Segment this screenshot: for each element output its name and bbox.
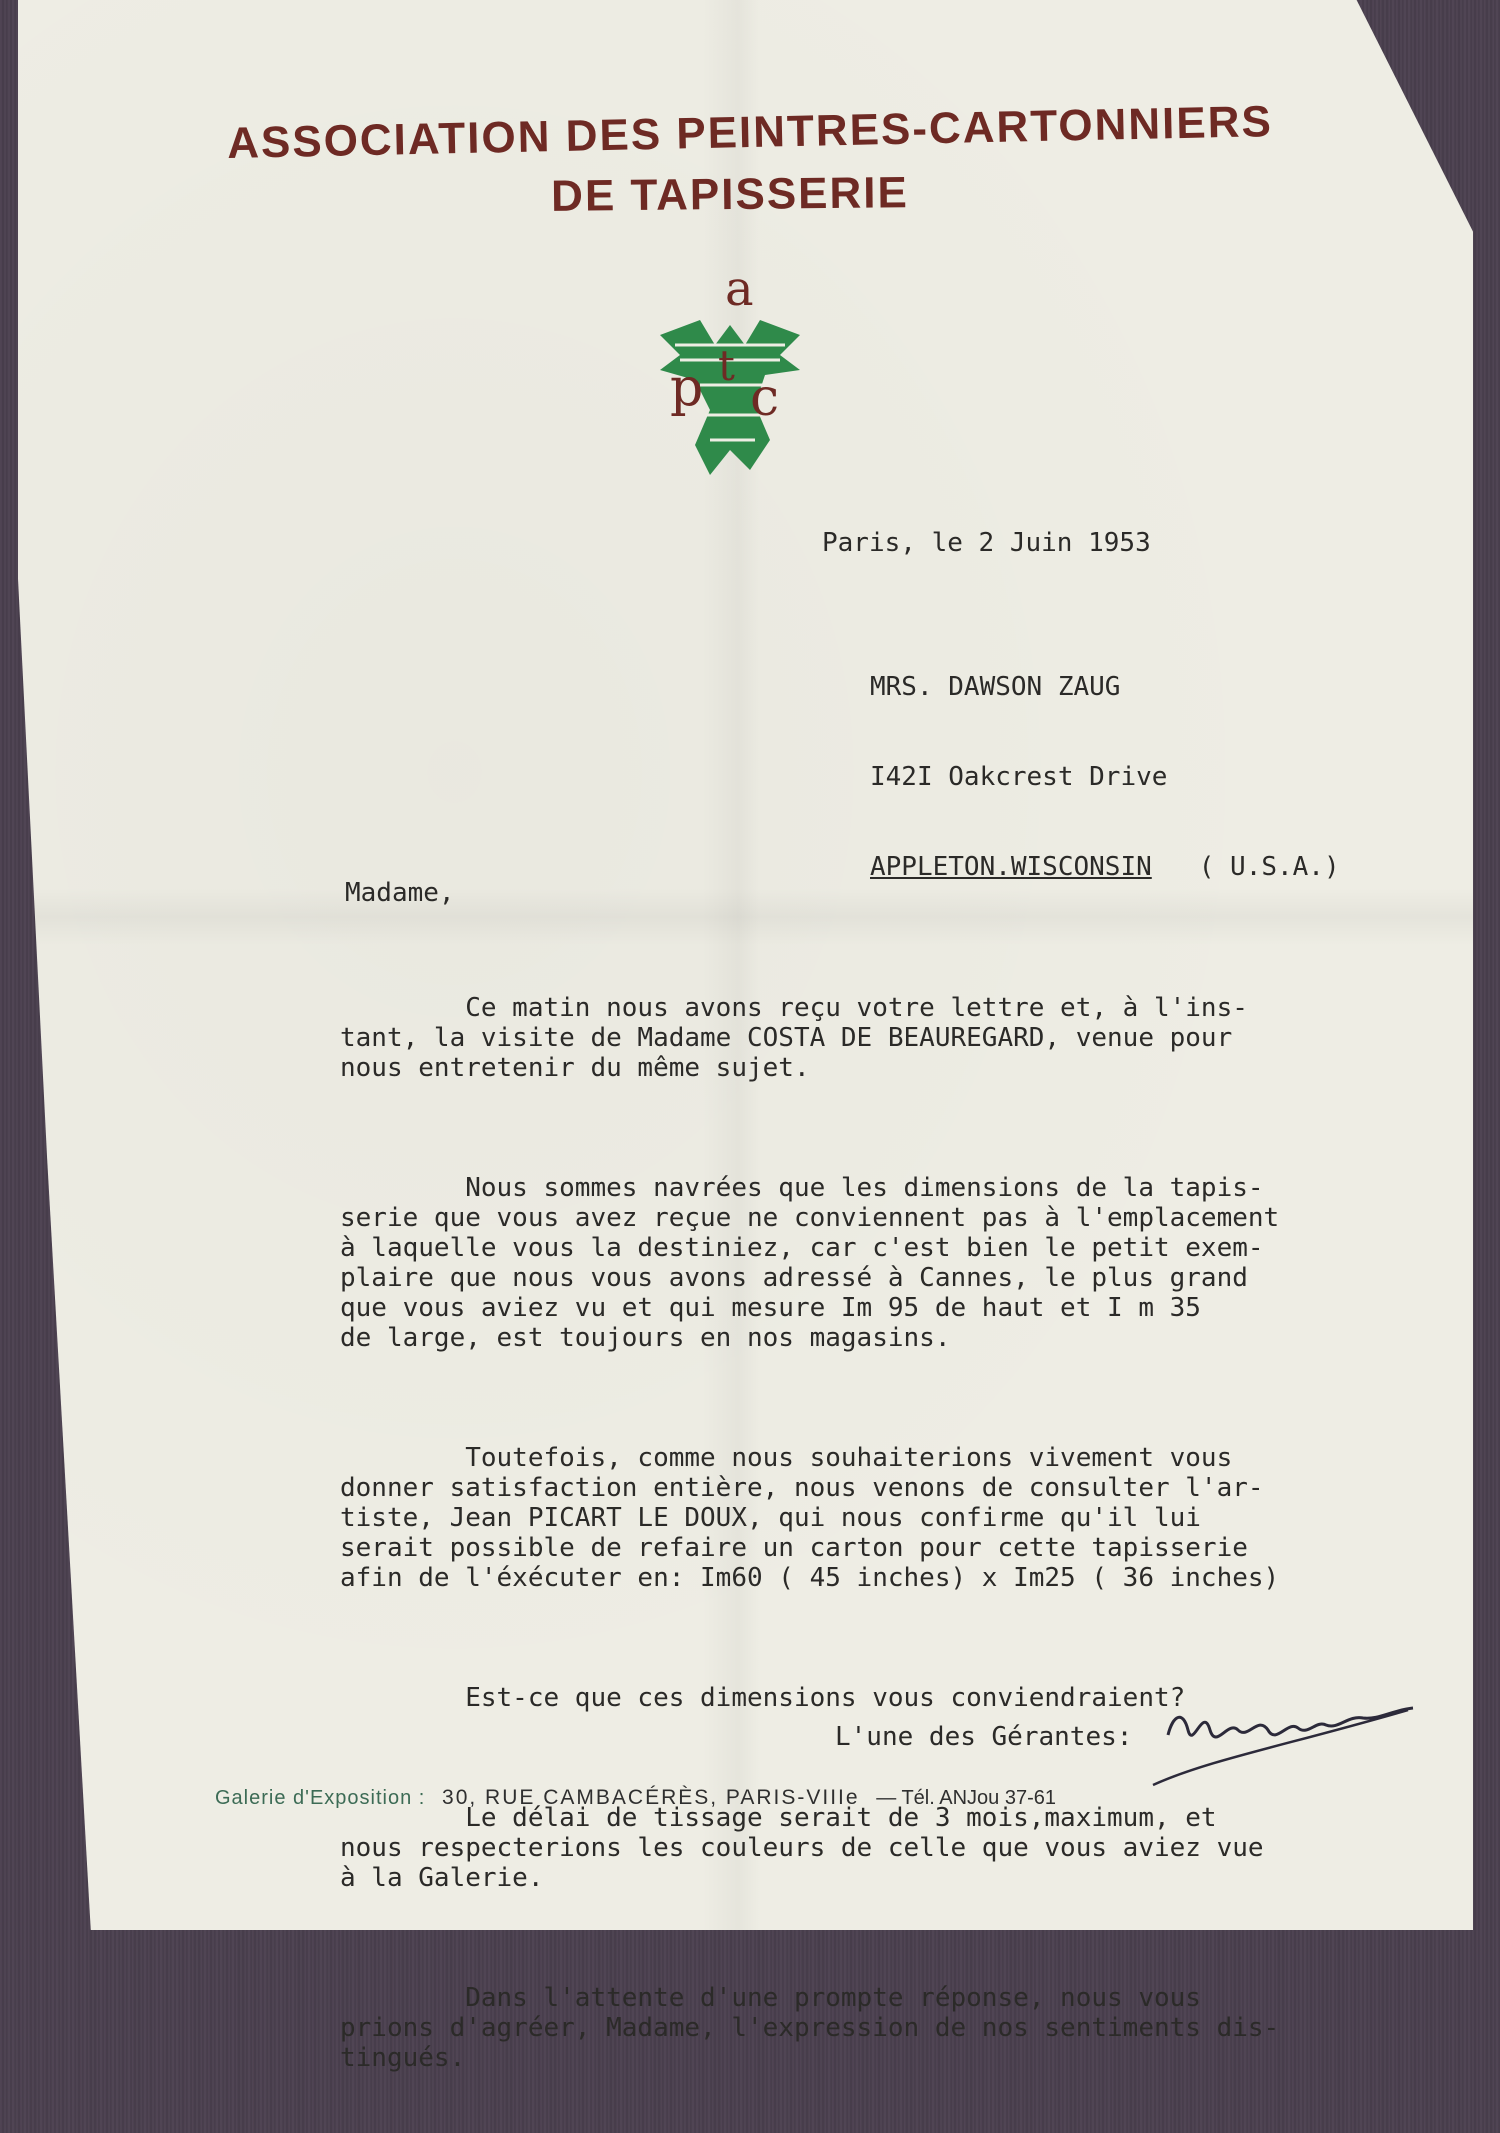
paragraph-5: Le délai de tissage serait de 3 mois,maximum, et nous respecterions les couleurs de celle que vous aviez vue à la Galerie.: [340, 1803, 1264, 1893]
logo-letter-p: p: [670, 358, 704, 418]
recipient-city: APPLETON.WISCONSIN: [870, 852, 1152, 882]
footer-label: Galerie d'Exposition :: [215, 1787, 426, 1809]
logo-letter-a: a: [725, 265, 754, 317]
paragraph-6: Dans l'attente d'une prompte réponse, nous vous prions d'agréer, Madame, l'expression de nos sentiments dis- tingués.: [340, 1983, 1280, 2073]
footer-phone: — Tél. ANJou 37-61: [876, 1787, 1056, 1809]
logo-letter-t: t: [718, 341, 735, 390]
recipient-street: I42I Oakcrest Drive: [870, 762, 1168, 792]
letterhead-title: ASSOCIATION DES PEINTRES-CARTONNIERS: [226, 97, 1274, 168]
recipient-city-line: [870, 852, 1340, 882]
logo-letter-c: c: [750, 368, 780, 428]
paragraph-2: Nous sommes navrées que les dimensions de la tapis- serie que vous avez reçue ne conviennent pas à l'emplacement à laquelle vous la destiniez, car c'est bien le petit exem- plaire que nous vous avons adressé à Cannes, le plus grand que vous aviez vu et qui mesure Im 95 de haut et I m 35 de large, est toujours en nos magasins.: [340, 1173, 1280, 1353]
letter-body: [340, 933, 1420, 2133]
association-logo-icon: [640, 265, 820, 485]
handwritten-signature-icon: [1148, 1690, 1418, 1800]
recipient-country: ( U.S.A.): [1198, 852, 1340, 882]
paragraph-4: Est-ce que ces dimensions vous conviendraient?: [340, 1683, 1186, 1713]
closing-line: L'une des Gérantes:: [835, 1722, 1133, 1752]
footer-address: 30, RUE CAMBACÉRÈS, PARIS-VIIIe: [442, 1786, 860, 1809]
salutation: Madame,: [345, 878, 455, 908]
recipient-address: [870, 612, 1340, 912]
letter-footer: [215, 1786, 1056, 1810]
recipient-name: MRS. DAWSON ZAUG: [870, 672, 1121, 702]
paragraph-3: Toutefois, comme nous souhaiterions vivement vous donner satisfaction entière, nous venons de consulter l'ar- tiste, Jean PICART LE DOUX, qui nous confirme qu'il lui serait possible de refaire un carton pour cette tapisserie afin de l'éxécuter en: Im60 ( 45 inches) x Im25 ( 36 inches): [340, 1443, 1280, 1593]
paragraph-1: Ce matin nous avons reçu votre lettre et, à l'ins- tant, la visite de Madame COSTA DE BEAUREGARD, venue pour nous entretenir du même sujet.: [340, 993, 1248, 1083]
letterhead-subtitle: DE TAPISSERIE: [550, 168, 910, 221]
letter-date: Paris, le 2 Juin 1953: [822, 528, 1151, 558]
